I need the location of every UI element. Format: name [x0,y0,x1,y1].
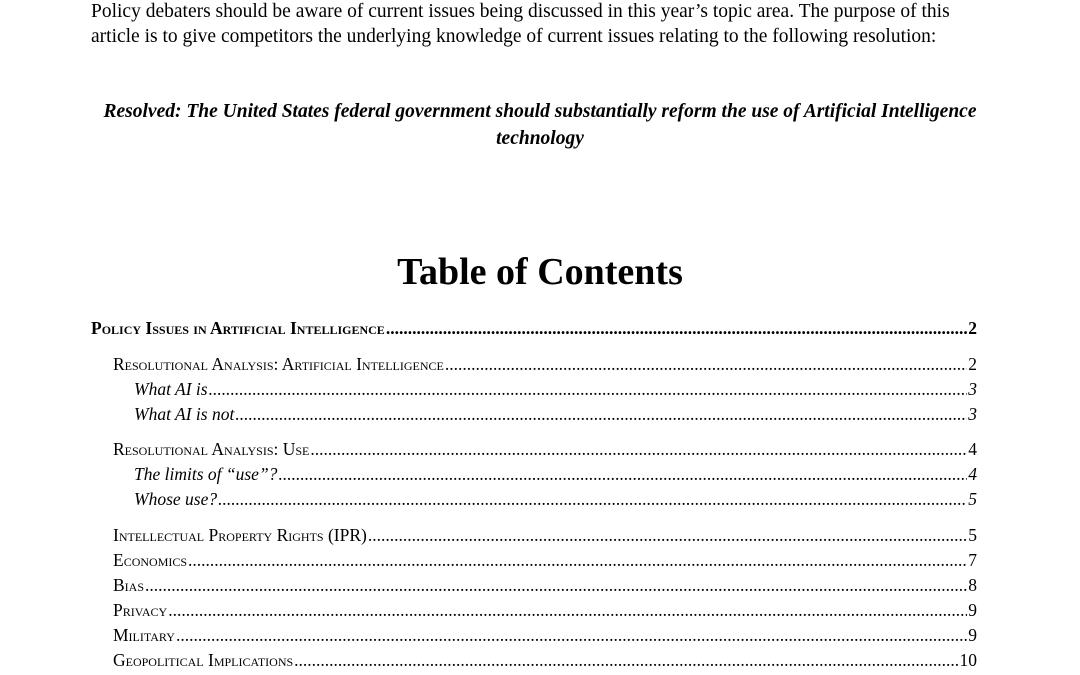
toc-entry-privacy[interactable] [113,599,977,621]
toc-leader-dots [218,488,967,510]
toc-leader-dots [176,624,967,646]
toc-entry-resolutional-analysis-use[interactable] [113,438,977,460]
toc-entry-page: 3 [968,404,977,424]
toc-entry-label: Resolutional Analysis: Artificial Intelligence [113,354,444,374]
toc-entry-label: Intellectual Property Rights (IPR) [113,525,367,545]
toc-entry-page: 3 [968,379,977,399]
toc-entry-page: 4 [968,439,977,459]
toc-leader-dots [445,353,967,375]
toc-entry-resolutional-analysis-ai[interactable] [113,353,977,375]
toc-leader-dots [368,524,967,546]
toc-leader-dots [209,378,968,400]
toc-entry-label: Resolutional Analysis: Use [113,439,310,459]
toc-entry-whose-use[interactable] [134,488,977,510]
toc-entry-limits-of-use[interactable] [134,463,977,485]
toc-leader-dots [145,574,967,596]
toc-entry-military[interactable] [113,624,977,646]
toc-entry-label: Privacy [113,600,168,620]
toc-entry-page: 9 [968,625,977,645]
resolution-statement: Resolved: The United States federal government should substantially reform the use of Artificial Intelligence technology [103,101,977,149]
toc-entry-label: Whose use? [134,489,218,509]
toc-leader-dots [235,403,967,425]
toc-entry-label: What AI is not [134,404,235,424]
toc-entry-page: 7 [968,550,977,570]
toc-entry-label: Economics [113,550,188,570]
toc-leader-dots [168,599,967,621]
toc-entry-economics[interactable] [113,549,977,571]
toc-leader-dots [278,463,967,485]
toc-entry-ipr[interactable] [113,524,977,546]
toc-title: Table of Contents [397,251,683,293]
toc-entry-bias[interactable] [113,574,977,596]
toc-entry-what-ai-is[interactable] [134,378,977,400]
toc-entry-label: Geopolitical Implications [113,650,294,670]
toc-entry-geopolitical-implications[interactable] [113,649,977,671]
toc-entry-page: 2 [968,354,977,374]
toc-entry-label: Bias [113,575,145,595]
toc-entry-page: 9 [968,600,977,620]
toc-entry-label: Policy Issues in Artificial Intelligence [91,318,385,338]
toc-entry-label: The limits of “use”? [134,464,278,484]
toc-entry-what-ai-is-not[interactable] [134,403,977,425]
toc-entry-label: Military [113,625,175,645]
toc-entry-label: What AI is [134,379,208,399]
toc-entry-page: 10 [959,650,977,670]
toc-entry-page: 2 [968,318,977,338]
toc-leader-dots [310,438,967,460]
toc-entry-page: 5 [968,489,977,509]
toc-entry-policy-issues[interactable] [91,317,977,339]
toc-entry-page: 8 [968,575,977,595]
toc-leader-dots [188,549,967,571]
toc-entry-page: 5 [968,525,977,545]
toc-leader-dots [294,649,958,671]
intro-paragraph: Policy debaters should be aware of current issues being discussed in this year’s topic area. The purpose of this article is to give competitors the underlying knowledge of current issues relating to the following resolution: [91,1,950,47]
toc-entry-page: 4 [968,464,977,484]
toc-leader-dots [386,317,967,339]
